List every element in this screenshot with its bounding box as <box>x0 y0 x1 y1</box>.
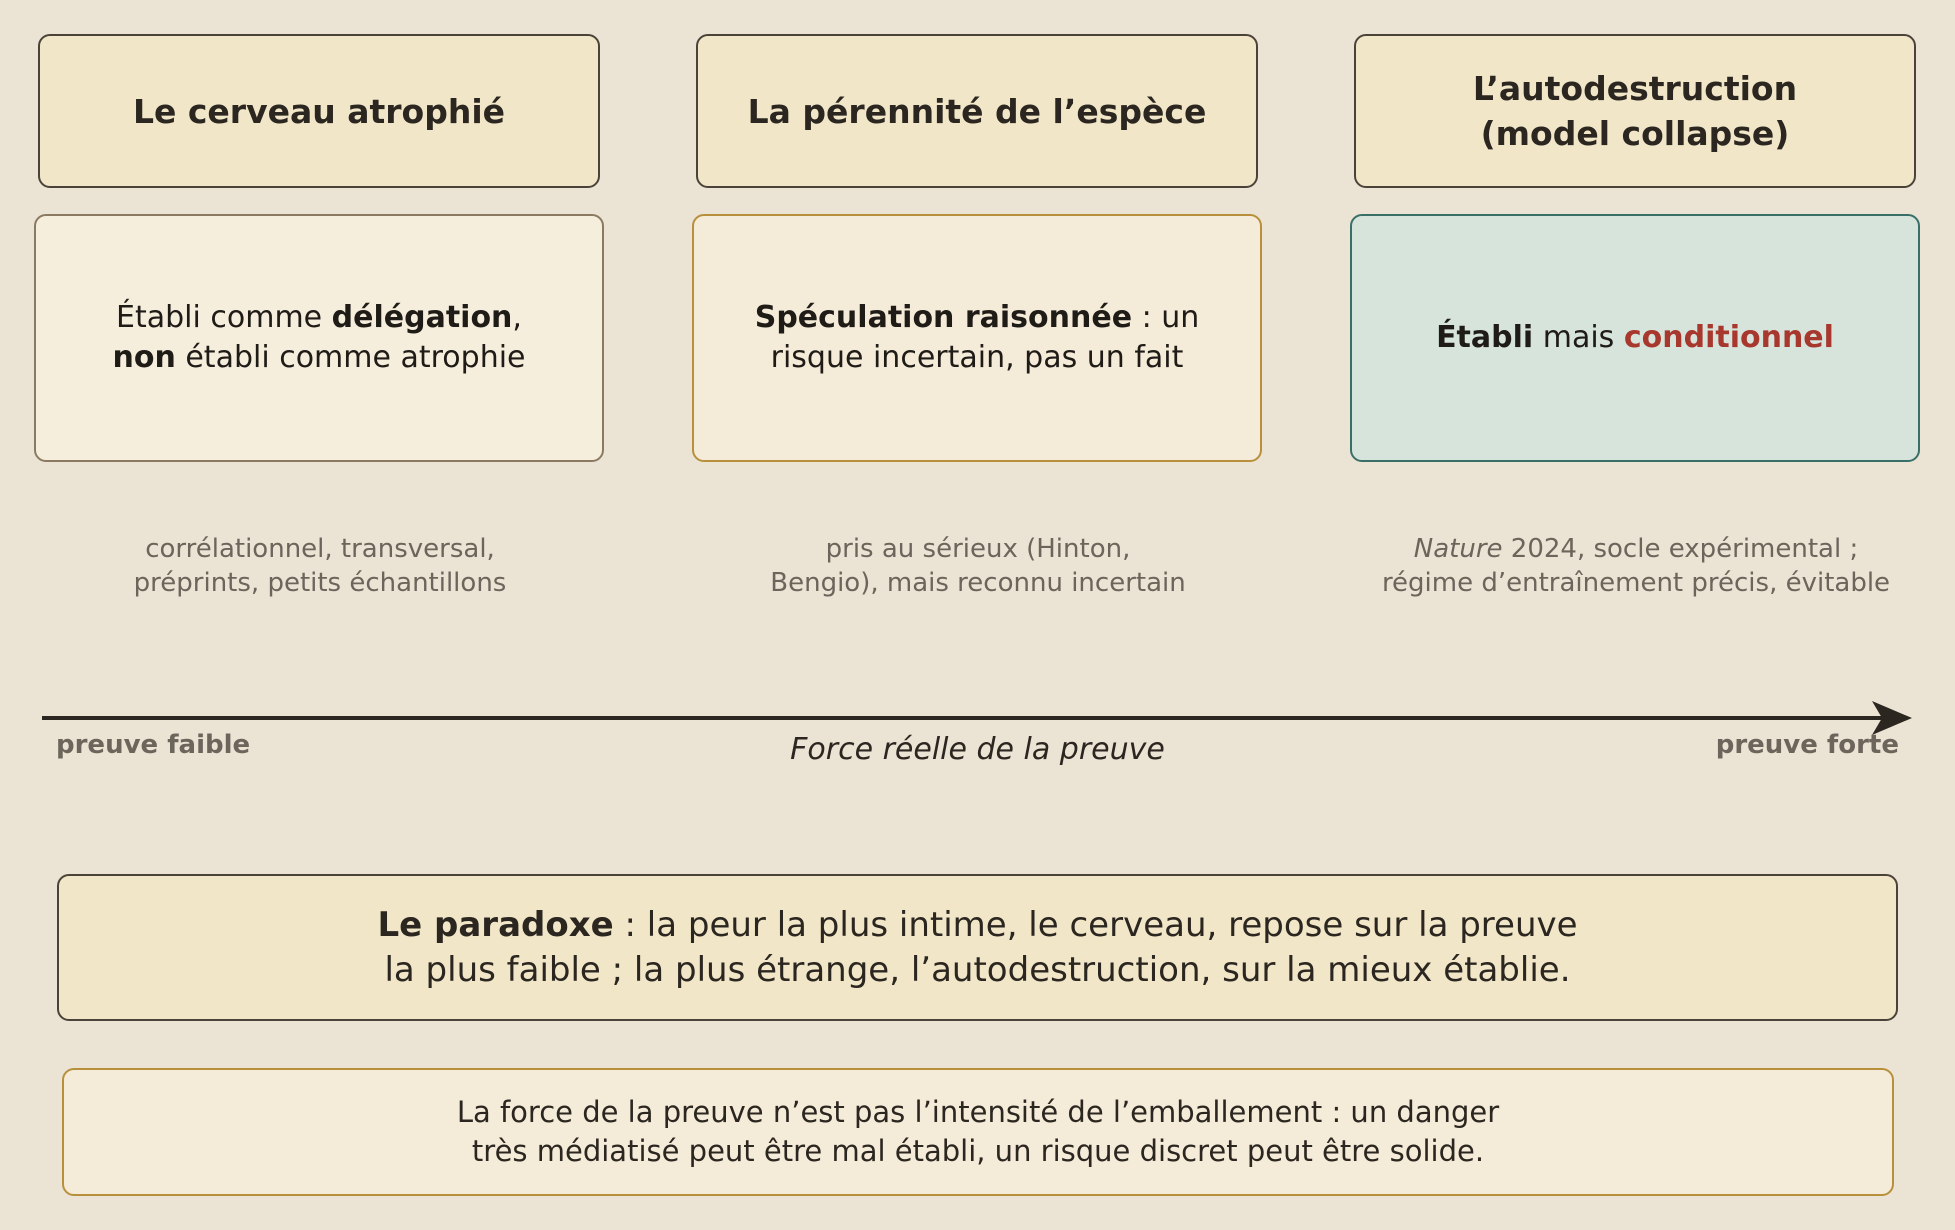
title-box-collapse <box>1354 34 1916 188</box>
note-collapse-line2: régime d’entraînement précis, évitable <box>1381 568 1891 598</box>
verdict-species-text-2: risque incertain, pas un fait <box>770 340 1184 375</box>
verdict-collapse-bold: Établi <box>1436 320 1534 355</box>
note-collapse-journal: Nature <box>1413 534 1503 564</box>
title-box-species <box>696 34 1258 188</box>
verdict-brain-comma: , <box>512 300 522 335</box>
note-species-line2: Bengio), mais reconnu incertain <box>770 568 1186 598</box>
verdict-box-brain <box>34 214 604 462</box>
verdict-brain-text: Établi comme <box>116 300 332 335</box>
verdict-brain-text-2: établi comme atrophie <box>175 340 526 375</box>
title-brain: Le cerveau atrophié <box>132 91 506 131</box>
verdict-collapse-text: mais <box>1533 320 1624 355</box>
title-species: La pérennité de l’espèce <box>747 91 1207 131</box>
axis-title: Force réelle de la preuve <box>790 732 1165 767</box>
evidence-axis-line <box>42 716 1884 720</box>
note-collapse <box>1336 532 1936 600</box>
axis-label-weak: preuve faible <box>56 730 251 760</box>
note-brain-line1: corrélationnel, transversal, <box>145 534 495 564</box>
verdict-box-species <box>692 214 1262 462</box>
verdict-box-collapse <box>1350 214 1920 462</box>
footnote-line2: très médiatisé peut être mal établi, un risque discret peut être solide. <box>471 1134 1485 1168</box>
note-collapse-line1: 2024, socle expérimental ; <box>1502 534 1859 564</box>
title-collapse-line2: (model collapse) <box>1480 114 1790 153</box>
note-brain <box>20 532 620 600</box>
axis-label-strong: preuve forte <box>1715 730 1899 760</box>
footnote-box <box>62 1068 1894 1196</box>
note-species-line1: pris au sérieux (Hinton, <box>825 534 1131 564</box>
footnote-line1: La force de la preuve n’est pas l’intensité de l’emballement : un danger <box>456 1095 1500 1129</box>
verdict-species-bold: Spéculation raisonnée <box>754 300 1133 335</box>
title-box-brain <box>38 34 600 188</box>
title-collapse-line1: L’autodestruction <box>1472 69 1798 108</box>
verdict-collapse-conditional: conditionnel <box>1623 320 1834 355</box>
note-brain-line2: préprints, petits échantillons <box>133 568 507 598</box>
paradox-box <box>57 874 1898 1021</box>
paradox-heading: Le paradoxe <box>377 904 614 945</box>
verdict-species-text: : un <box>1132 300 1200 335</box>
note-species <box>678 532 1278 600</box>
verdict-brain-bold: délégation <box>331 300 513 335</box>
paradox-line1: : la peur la plus intime, le cerveau, repose sur la preuve <box>613 904 1578 945</box>
paradox-line2: la plus faible ; la plus étrange, l’autodestruction, sur la mieux établie. <box>384 949 1571 990</box>
verdict-brain-negation: non <box>112 340 176 375</box>
